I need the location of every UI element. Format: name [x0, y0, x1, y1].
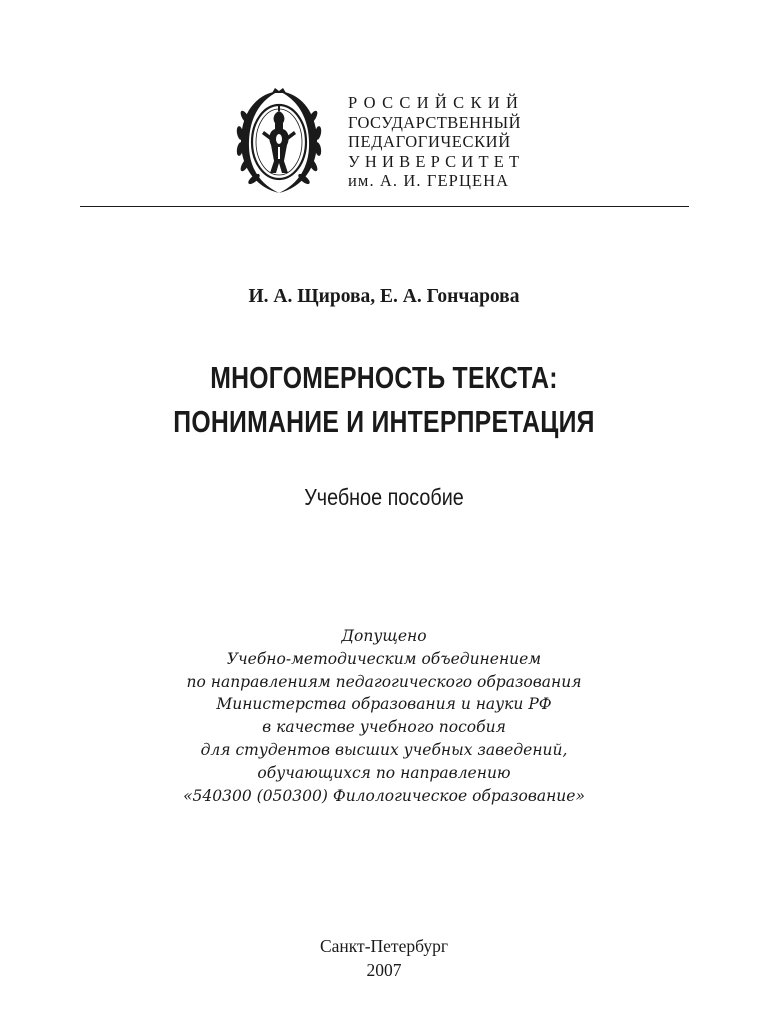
approval-line: Учебно-методическим объединением	[226, 649, 542, 668]
university-emblem-icon	[232, 87, 326, 197]
approval-line: Министерства образования и науки РФ	[216, 695, 552, 714]
university-line: ПЕДАГОГИЧЕСКИЙ	[348, 132, 511, 152]
imprint-city: Санкт-Петербург	[319, 936, 449, 956]
approval-line: обучающихся по направлению	[257, 763, 511, 782]
imprint	[0, 934, 768, 982]
approval-line: «540300 (050300) Филологическое образование»	[183, 786, 585, 805]
book-title-line-1: МНОГОМЕРНОСТЬ ТЕКСТА:	[210, 360, 558, 395]
approval-line: в качестве учебного пособия	[262, 718, 506, 737]
university-line: УНИВЕРСИТЕТ	[348, 151, 525, 171]
book-subtitle: Учебное пособие	[304, 484, 464, 510]
approval-line: для студентов высших учебных заведений,	[200, 740, 568, 759]
university-line: РОССИЙСКИЙ	[348, 93, 525, 112]
approval-line: по направлениям педагогического образования	[186, 672, 582, 691]
authors: И. А. Щирова, Е. А. Гончарова	[248, 286, 520, 307]
book-title	[77, 356, 691, 444]
university-line: ГОСУДАРСТВЕННЫЙ	[348, 112, 521, 132]
approval-statement	[0, 625, 768, 807]
imprint-year: 2007	[366, 960, 402, 980]
university-name	[348, 93, 568, 191]
university-line: им. А. И. ГЕРЦЕНА	[348, 171, 510, 191]
book-title-line-2: ПОНИМАНИЕ И ИНТЕРПРЕТАЦИЯ	[173, 404, 595, 439]
approval-line: Допущено	[341, 627, 427, 645]
header-divider	[80, 206, 689, 207]
